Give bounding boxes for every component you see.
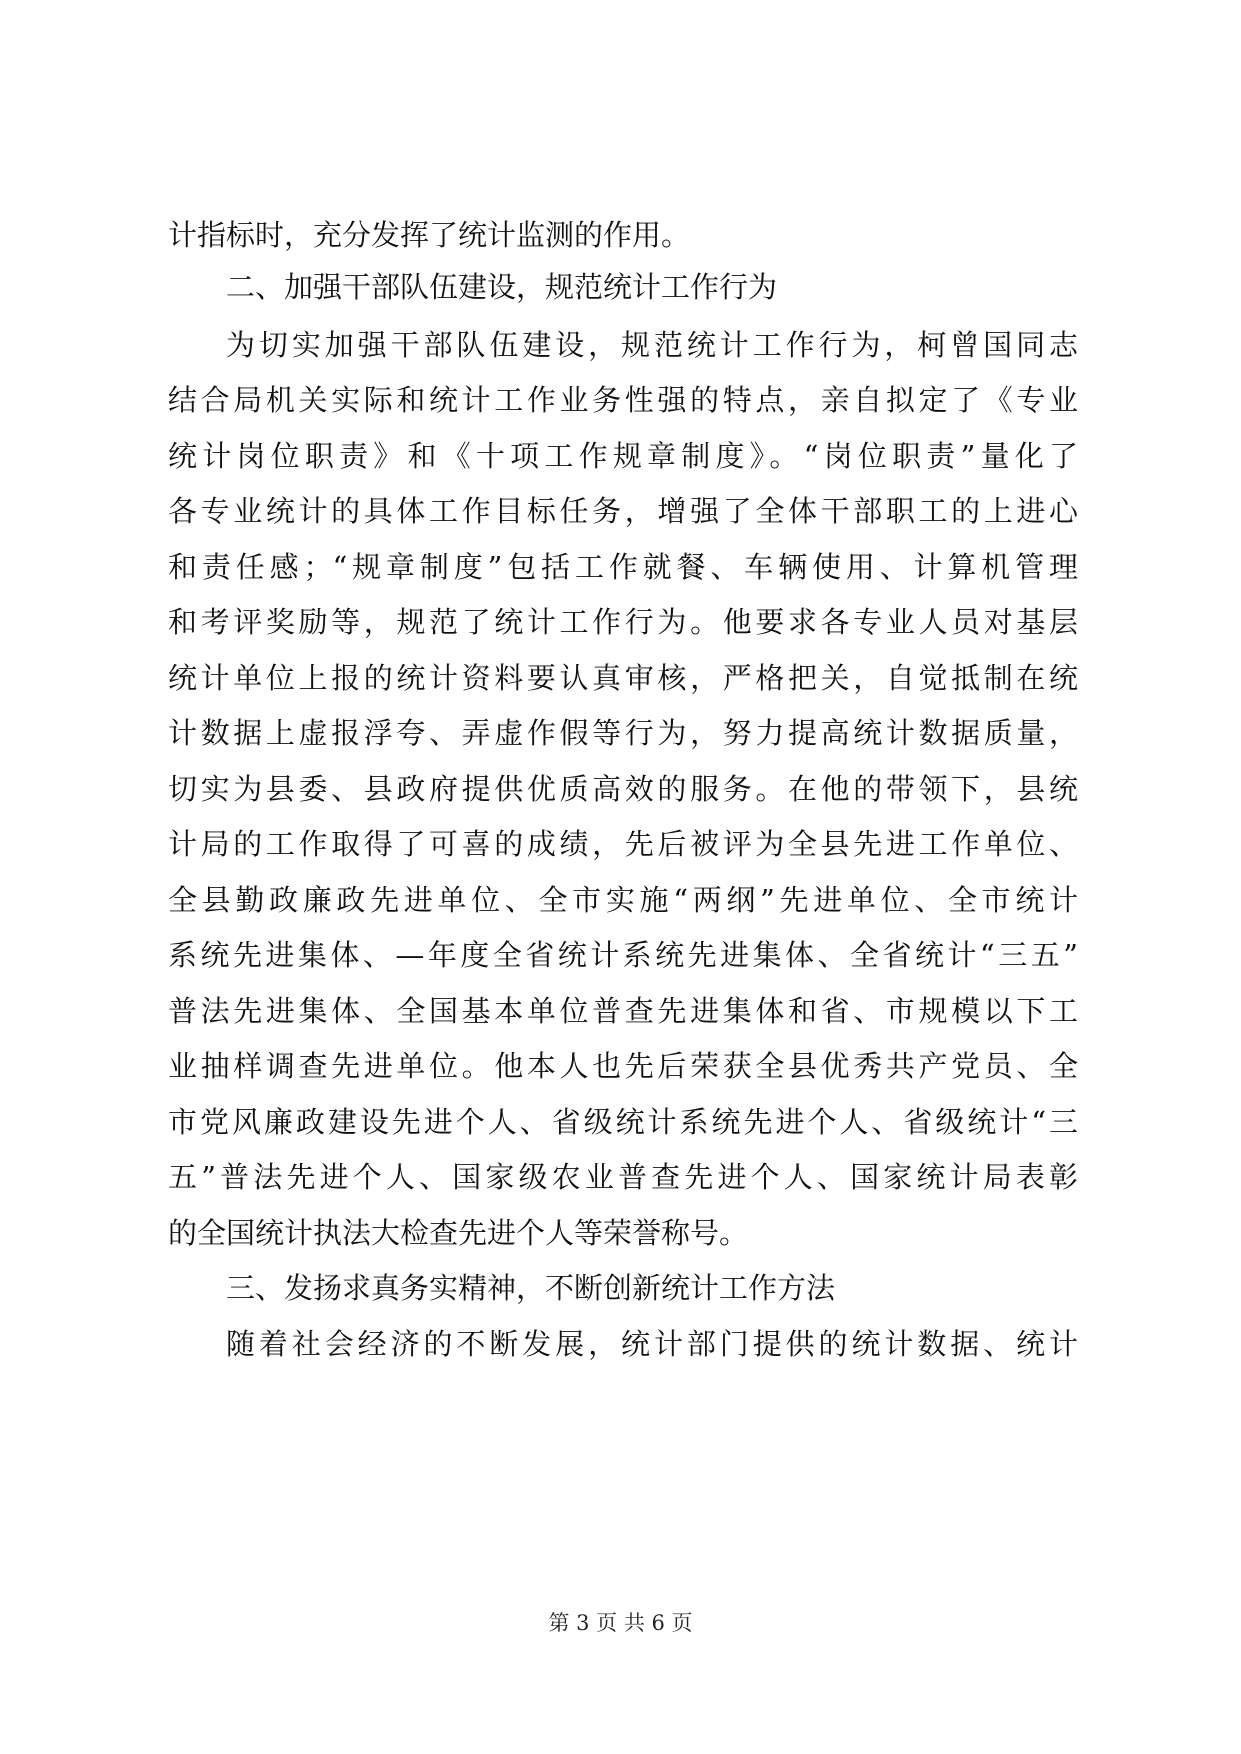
- section-heading-2: 二、加强干部队伍建设，规范统计工作行为: [226, 270, 778, 304]
- body-line-8: 和考评奖励等，规范了统计工作行为。他要求各专业人员对基层: [168, 605, 1078, 639]
- body-line-13: 全县勤政廉政先进单位、全市实施“两纲”先进单位、全市统计: [168, 883, 1078, 917]
- body-line-7: 和责任感；“规章制度”包括工作就餐、车辆使用、计算机管理: [168, 550, 1078, 584]
- body-line-6: 各专业统计的具体工作目标任务，增强了全体干部职工的上进心: [168, 494, 1078, 528]
- body-line-4: 结合局机关实际和统计工作业务性强的特点，亲自拟定了《专业: [168, 383, 1078, 417]
- body-line-19: 的全国统计执法大检查先进个人等荣誉称号。: [168, 1216, 749, 1250]
- paragraph-start-line: 为切实加强干部队伍建设，规范统计工作行为，柯曾国同志: [226, 328, 1078, 362]
- body-line-18: 五”普法先进个人、国家级农业普查先进个人、国家统计局表彰: [168, 1160, 1078, 1194]
- body-line-1: 计指标时，充分发挥了统计监测的作用。: [168, 218, 691, 252]
- body-line-16: 业抽样调查先进单位。他本人也先后荣获全县优秀共产党员、全: [168, 1049, 1078, 1083]
- body-line-5: 统计岗位职责》和《十项工作规章制度》。“岗位职责”量化了: [168, 439, 1078, 473]
- body-line-10: 计数据上虚报浮夸、弄虚作假等行为，努力提高统计数据质量，: [168, 716, 1078, 750]
- body-line-15: 普法先进集体、全国基本单位普查先进集体和省、市规模以下工: [168, 994, 1078, 1028]
- body-line-9: 统计单位上报的统计资料要认真审核，严格把关，自觉抵制在统: [168, 661, 1078, 695]
- body-line-12: 计局的工作取得了可喜的成绩，先后被评为全县先进工作单位、: [168, 827, 1078, 861]
- body-line-17: 市党风廉政建设先进个人、省级统计系统先进个人、省级统计“三: [168, 1105, 1078, 1139]
- body-line-11: 切实为县委、县政府提供优质高效的服务。在他的带领下，县统: [168, 772, 1078, 806]
- paragraph-start-line-2: 随着社会经济的不断发展，统计部门提供的统计数据、统计: [226, 1327, 1078, 1361]
- body-line-14: 系统先进集体、—年度全省统计系统先进集体、全省统计“三五”: [168, 938, 1078, 972]
- page-number-footer: 第 3 页 共 6 页: [548, 1611, 693, 1635]
- section-heading-3: 三、发扬求真务实精神，不断创新统计工作方法: [226, 1271, 836, 1305]
